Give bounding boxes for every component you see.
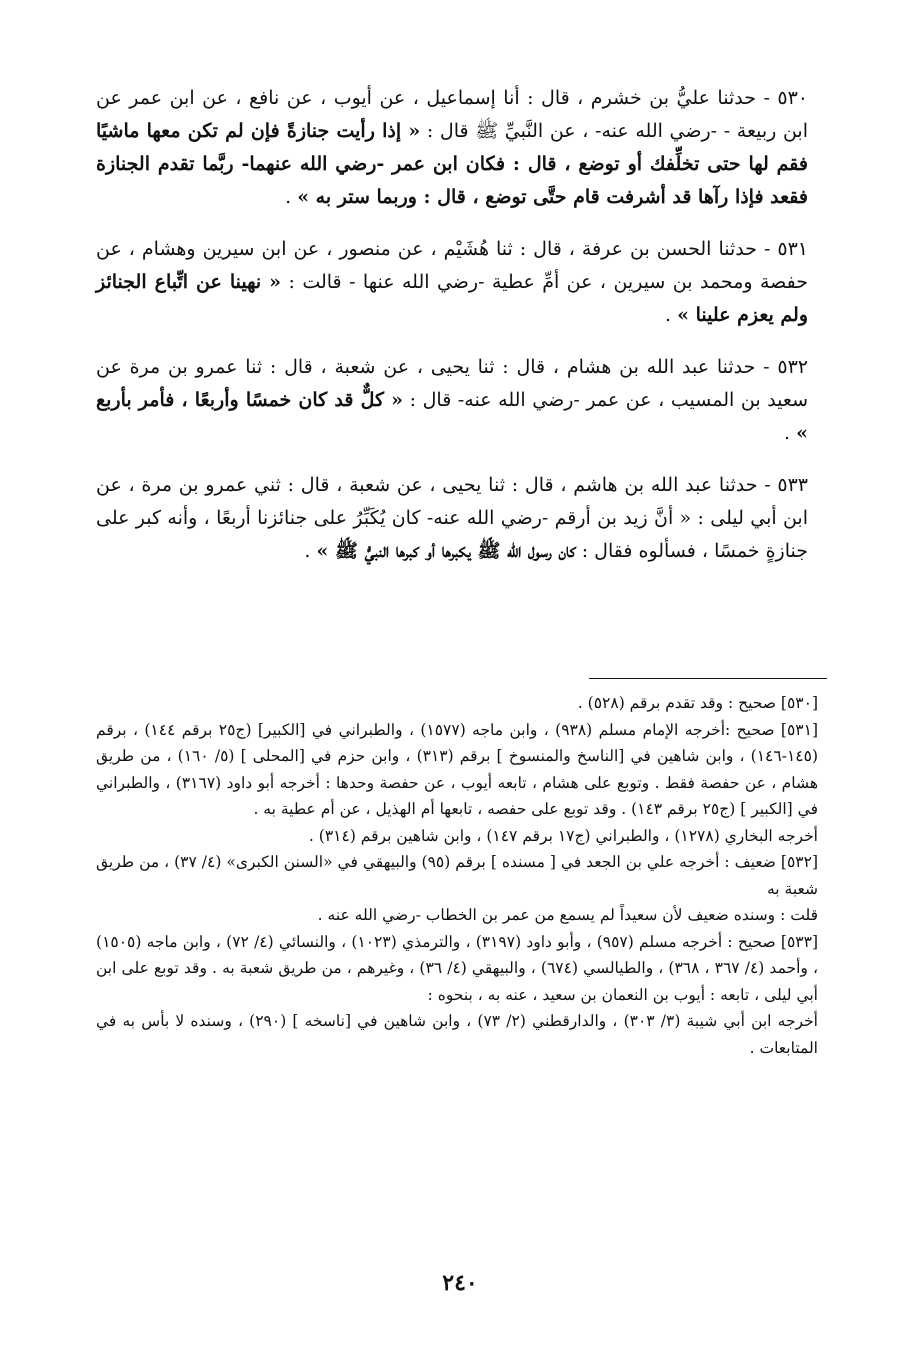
- footnotes: [96, 690, 818, 1061]
- footnote-531: [٥٣١] صحيح :أخرجه الإمام مسلم (٩٣٨) ، وابن ماجه (١٥٧٧) ، والطبراني في [الكبير] (ج٢٥ برقم ١٤٤) ، برقم (١٤٥-١٤٦) ، وابن شاهين في [الناسخ والمنسوخ ] برقم (٣١٣) ، وابن حزم في [المحلى ] (٥/ ١٦٠) ، من طريق هشام ، عن حفصة فقط . وتوبع على هشام ، تابعه أيوب ، عن حفصة وحدها : أخرجه أبو داود (٣١٦٧) ، والطبراني في [الكبير ] (ج٢٥ برقم ١٤٣) . وقد توبع على حفصه ، تابعها أم الهذيل ، عن أم عطية به .: [96, 720, 818, 818]
- hadith-532-end: .: [784, 422, 797, 444]
- hadith-530-end: .: [285, 186, 298, 208]
- hadith-530-chain: ٥٣٠ - حدثنا عليُّ بن خشرم ، قال : أنا إسماعيل ، عن أيوب ، عن نافع ، عن ابن عمر عن ابن ربيعة - -رضي الله عنه- ، عن النَّبيِّ ﷺ قال :: [96, 87, 809, 142]
- hadith-531-matn: « نهينا عن اتِّباع الجنائز ولم يعزم علينا »: [96, 271, 808, 326]
- hadith-532-matn: « كلٌّ قد كان خمسًا وأربعًا ، فأمر بأربع »: [96, 389, 808, 444]
- footnote-532-comment: قلت : وسنده ضعيف لأن سعيداً لم يسمع من عمر بن الخطاب -رضي الله عنه .: [317, 906, 818, 924]
- hadith-530: [96, 82, 808, 214]
- hadith-532: [96, 351, 808, 450]
- hadith-531-end: .: [664, 304, 678, 326]
- footnote-separator: [589, 678, 827, 679]
- hadith-533-end: .: [304, 540, 317, 562]
- hadith-531-chain: ٥٣١ - حدثنا الحسن بن عرفة ، قال : ثنا هُشَيْم ، عن منصور ، عن ابن سيرين وهشام ، عن حفصة ومحمد بن سيرين ، عن أمِّ عطية -رضي الله عنها - قالت :: [96, 238, 808, 293]
- hadith-531: [96, 233, 808, 332]
- hadith-533-matn: كان رسول الله ﷺ يكبرها أو كبرها النبيُّ ﷺ »: [316, 540, 576, 562]
- footnote-533-ibn-abi-shaybah: أخرجه ابن أبي شيبة (٣/ ٣٠٣) ، والدارقطني (٢/ ٧٣) ، وابن شاهين في [ناسخه ] (٢٩٠) ، وسنده لا بأس به في المتابعات .: [96, 1012, 818, 1057]
- main-text: [96, 82, 808, 587]
- hadith-530-matn: « إذا رأيت جنازةً فإن لم تكن معها ماشيًا فقم لها حتى تخلِّفك أو توضع ، قال : فكان ابن عمر -رضي الله عنهما- ربَّما تقدم الجنازة فقعد فإذا رآها قد أشرفت قام حتَّى توضع ، قال : وربما ستر به »: [96, 120, 808, 208]
- hadith-533: [96, 469, 808, 568]
- footnote-533: [٥٣٣] صحيح : أخرجه مسلم (٩٥٧) ، وأبو داود (٣١٩٧) ، والترمذي (١٠٢٣) ، والنسائي (٤/ ٧٢) ، وابن ماجه (١٥٠٥) ، وأحمد (٤/ ٣٦٧ ، ٣٦٨) ، والطيالسي (٦٧٤) ، والبيهقي (٤/ ٣٦) ، وغيرهم ، من طريق شعبة به . وقد توبع على ابن أبي ليلى ، تابعه : أيوب بن النعمان بن سعيد ، عنه به ، بنحوه :: [96, 932, 819, 1004]
- page-number: ٢٤٠: [442, 1270, 478, 1296]
- footnote-531-bukhari: أخرجه البخاري (١٢٧٨) ، والطبراني (ج١٧ برقم ١٤٧) ، وابن شاهين برقم (٣١٤) .: [308, 826, 818, 845]
- footnote-530: [٥٣٠] صحيح : وقد تقدم برقم (٥٢٨) .: [577, 694, 818, 712]
- footnote-532: [٥٣٢] ضعيف : أخرجه علي بن الجعد في [ مسنده ] برقم (٩٥) والبيهقي في «السنن الكبرى» (٤/ ٣٧) ، من طريق شعبة به: [96, 853, 818, 898]
- hadith-532-chain: ٥٣٢ - حدثنا عبد الله بن هشام ، قال : ثنا يحيى ، عن شعبة ، قال : ثنا عمرو بن مرة عن سعيد بن المسيب ، عن عمر -رضي الله عنه- قال :: [96, 356, 808, 411]
- hadith-533-chain: ٥٣٣ - حدثنا عبد الله بن هاشم ، قال : ثنا يحيى ، عن شعبة ، قال : ثني عمرو بن مرة ، عن ابن أبي ليلى : « أنَّ زيد بن أرقم -رضي الله عنه- كان يُكَبِّرُ على جنائزنا أربعًا ، وأنه كبر على جنازةٍ خمسًا ، فسألوه فقال :: [96, 474, 808, 562]
